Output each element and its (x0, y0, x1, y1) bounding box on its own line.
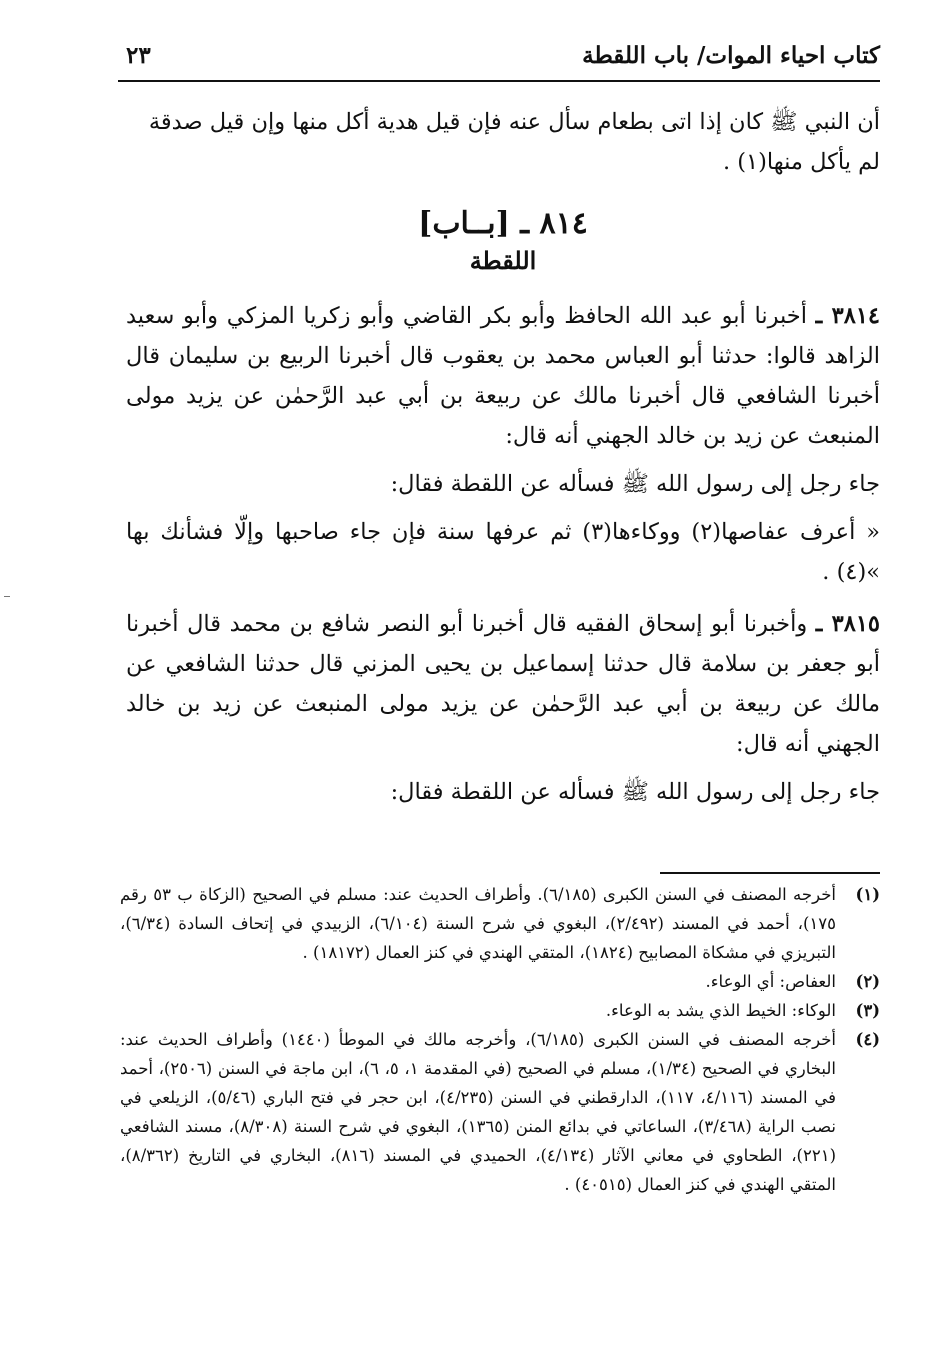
footnotes (120, 880, 880, 1199)
footnote-item (120, 967, 880, 996)
running-title: كتاب احياء الموات/ باب اللقطة (582, 42, 880, 69)
footnote-number: (٤) (855, 1030, 880, 1049)
margin-mark (4, 596, 10, 597)
main-text (126, 102, 880, 812)
chapter-subtitle: اللقطة (469, 246, 537, 275)
hadith-text: أخبرنا أبو عبد الله الحافظ وأبو بكر القاضي وأبو زكريا المزكي وأبو سعيد الزاهد قالوا: حدثنا أبو العباس محمد بن يعقوب قال أخبرنا الربيع بن سليمان قال أخبرنا الشافعي قال أخبرنا مالك عن ربيعة بن أبي عبد الرَّحمٰن عن يزيد مولى المنبعث عن زيد بن خالد الجهني أنه قال: (126, 303, 880, 449)
footnote-number: (١) (855, 885, 880, 904)
hadith-number: ٣٨١٤ ـ (815, 303, 880, 329)
intro-line-2: لم يأكل منها(١) . (722, 149, 880, 175)
page-number: ٢٣ (126, 42, 151, 69)
hadith-3814-answer: « أعرف عفاصها(٢) ووكاءها(٣) ثم عرفها سنة فإن جاء صاحبها وإلّا فشأنك بها »(٤) . (126, 519, 880, 585)
hadith-number: ٣٨١٥ ـ (815, 611, 880, 637)
footnote-text: أخرجه المصنف في السنن الكبرى (٦/١٨٥). وأطراف الحديث عند: مسلم في الصحيح (الزكاة ب ٥٣ رقم ١٧٥)، أحمد في المسند (٢/٤٩٢)، البغوي في شرح السنة (٦/١٠٤)، الزبيدي في إتحاف السادة (٦/٣٤)، التبريزي في مشكاة المصابيح (١٨٢٤)، المتقي الهندي في كنز العمال (١٨١٧٢) . (120, 885, 836, 962)
hadith-3814-question: جاء رجل إلى رسول الله ﷺ فسأله عن اللقطة فقال: (390, 471, 880, 497)
footnote-text: الوكاء: الخيط الذي يشد به الوعاء. (605, 1001, 836, 1020)
header-rule (118, 80, 880, 82)
intro-line-1: أن النبي ﷺ كان إذا اتى بطعام سأل عنه فإن قيل هدية أكل منها وإن قيل صدقة (148, 109, 880, 135)
footnote-item (120, 996, 880, 1025)
footnote-number: (٣) (855, 1001, 880, 1020)
footnote-text: العفاص: أي الوعاء. (705, 972, 836, 991)
hadith-3814 (126, 296, 880, 456)
hadith-3815 (126, 604, 880, 764)
page-header (118, 42, 880, 82)
hadith-3815-question: جاء رجل إلى رسول الله ﷺ فسأله عن اللقطة فقال: (390, 779, 880, 805)
footnote-item (120, 880, 880, 967)
footnote-rule (660, 872, 880, 874)
footnote-number: (٢) (855, 972, 880, 991)
footnote-item (120, 1025, 880, 1199)
footnote-text: أخرجه المصنف في السنن الكبرى (٦/١٨٥)، وأخرجه مالك في الموطأ (١٤٤٠) وأطراف الحديث عند: البخاري في الصحيح (١/٣٤)، مسلم في الصحيح (في المقدمة ١، ٥، ٦)، ابن ماجة في السنن (٢٥٠٦)، أحمد في المسند (٤/١١٦، ١١٧)، الدارقطني في السنن (٤/٢٣٥)، ابن حجر في فتح الباري (٥/٤٦)، الزيلعي في نصب الراية (٣/٤٦٨)، الساعاتي في بدائع المنن (١٣٦٥)، البغوي في شرح السنة (٨/٣٠٨)، مسند الشافعي (٢٢١)، الطحاوي في معاني الآثار (٤/١٣٤)، الحميدي في المسند (٨١٦)، البخاري في التاريخ (٨/٣٦٢)، المتقي الهندي في كنز العمال (٤٠٥١٥) . (120, 1030, 836, 1194)
chapter-heading: ٨١٤ ـ [بــاب] (418, 206, 588, 241)
hadith-text: وأخبرنا أبو إسحاق الفقيه قال أخبرنا أبو النصر شافع بن محمد قال أخبرنا أبو جعفر بن سلامة قال حدثنا إسماعيل بن يحيى المزني قال حدثنا الشافعي عن مالك عن ربيعة بن أبي عبد الرَّحمٰن عن يزيد مولى المنبعث عن زيد بن خالد الجهني أنه قال: (126, 611, 880, 757)
